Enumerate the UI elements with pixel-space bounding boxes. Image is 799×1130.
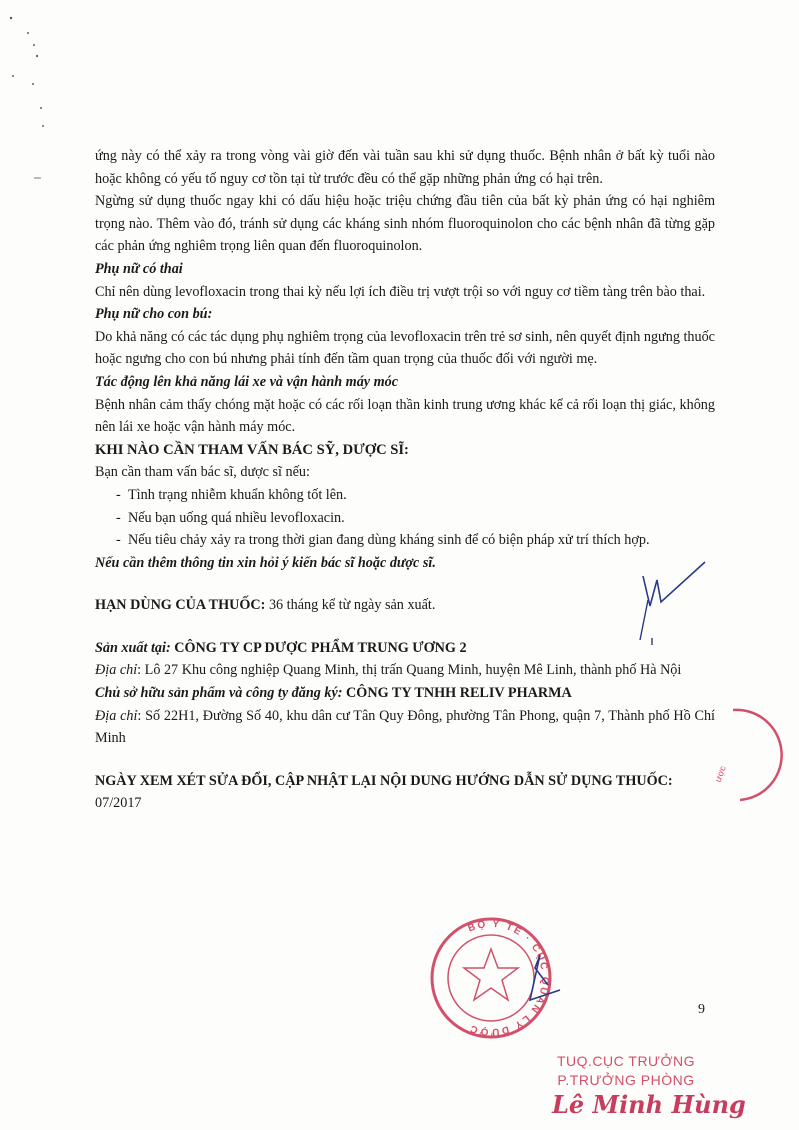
paragraph-adverse-reactions: ứng này có thể xảy ra trong vòng vài giờ đến vài tuần sau khi sử dụng thuốc. Bệnh nhân ở bất kỳ tuổi nào hoặc không có yếu tố nguy cơ tồn tại từ trước đều có thể gặp những phản ứng có hại trên. [95, 148, 715, 187]
paragraph-stop-use: Ngừng sử dụng thuốc ngay khi có dấu hiệu hoặc triệu chứng đầu tiên của bất kỳ phản ứng có hại nghiêm trọng nào. Thêm vào đó, tránh sử dụng các kháng sinh nhóm fluoroquinolon cho các bệnh nhân đã từng gặp các phản ứng nghiêm trọng liên quan đến fluoroquinolon. [95, 193, 715, 255]
page-number: 9 [698, 1002, 705, 1017]
svg-text:BỘ Y TẾ · CỤC QUẢN LÝ DƯỢC: BỘ Y TẾ · CỤC QUẢN LÝ DƯỢC [466, 918, 551, 1038]
revision-label: NGÀY XEM XÉT SỬA ĐỔI, CẬP NHẬT LẠI NỘI DUNG HƯỚNG DẪN SỬ DỤNG THUỐC: [95, 772, 673, 789]
owner-address: : Số 22H1, Đường Số 40, khu dân cư Tân Quy Đông, phường Tân Phong, quận 7, Thành phố Hồ Chí Minh [95, 707, 715, 747]
manufacturer-name: CÔNG TY CP DƯỢC PHẨM TRUNG ƯƠNG 2 [170, 639, 467, 656]
list-item: - Tình trạng nhiễm khuẩn không tốt lên. [116, 486, 347, 503]
more-info-note: Nếu cần thêm thông tin xin hỏi ý kiến bác sĩ hoặc dược sĩ. [95, 554, 436, 571]
signatory-title-line2: P.TRƯỞNG PHÒNG [557, 1072, 695, 1088]
consult-intro: Bạn cần tham vấn bác sĩ, dược sĩ nếu: [95, 464, 310, 481]
revision-date: 07/2017 [95, 795, 142, 812]
owner-name: CÔNG TY TNHH RELIV PHARMA [342, 685, 572, 702]
shelf-life-label: HẠN DÙNG CỦA THUỐC: [95, 597, 266, 614]
list-item: - Nếu tiêu chảy xảy ra trong thời gian đang dùng kháng sinh để có biện pháp xử trí thích hợp. [116, 532, 650, 549]
breastfeeding-heading: Phụ nữ cho con bú [95, 306, 208, 323]
driving-heading: Tác động lên khả năng lái xe và vận hành máy móc [95, 373, 399, 390]
signatory-title-line1: TUQ.CỤC TRƯỞNG [556, 1053, 696, 1069]
pregnant-heading: Phụ nữ có thai [95, 260, 183, 277]
signer-name: Lê Minh Hùng [552, 1090, 746, 1119]
owner-label: Chủ sở hữu sản phẩm và công ty đăng ký: [95, 685, 343, 702]
consult-heading: KHI NÀO CẦN THAM VẤN BÁC SỸ, DƯỢC SĨ: [95, 441, 409, 458]
driving-text: Bệnh nhân cảm thấy chóng mặt hoặc có các rối loạn thần kinh trung ương khác kể cả rối loạn thị giác, không nên lái xe hoặc vận hành máy móc. [95, 396, 715, 436]
svg-text:ược: ược [712, 764, 728, 784]
pregnant-text: Chỉ nên dùng levofloxacin trong thai kỳ nếu lợi ích điều trị vượt trội so với nguy cơ tiềm tàng trên bào thai. [95, 283, 706, 300]
owner-address-line: Địa chỉ: Số 22H1, Đường Số 40, khu dân cư Tân Quy Đông, phường Tân Phong, quận 7, Thành phố Hồ Chí Minh [95, 707, 715, 747]
signatory-title [556, 1052, 696, 1090]
shelf-life-value: 36 tháng kể từ ngày sản xuất. [265, 597, 436, 614]
list-item: - Nếu bạn uống quá nhiều levofloxacin. [116, 509, 345, 526]
breastfeeding-heading-line: Phụ nữ cho con bú: [95, 306, 213, 323]
breastfeeding-text: Do khả năng có các tác dụng phụ nghiêm trọng của levofloxacin trên trẻ sơ sinh, nên quyết định ngưng thuốc hoặc ngưng cho con bú nhưng phải tính đến tầm quan trọng của thuốc đối với người mẹ. [95, 328, 715, 368]
manufacturer-address-line: Địa chỉ: Lô 27 Khu công nghiệp Quang Minh, thị trấn Quang Minh, huyện Mê Linh, thành phố Hà Nội [95, 662, 682, 679]
manufacturer-label: Sản xuất tại: [95, 639, 171, 656]
manufacturer-address: : Lô 27 Khu công nghiệp Quang Minh, thị trấn Quang Minh, huyện Mê Linh, thành phố Hà Nội [137, 662, 682, 679]
